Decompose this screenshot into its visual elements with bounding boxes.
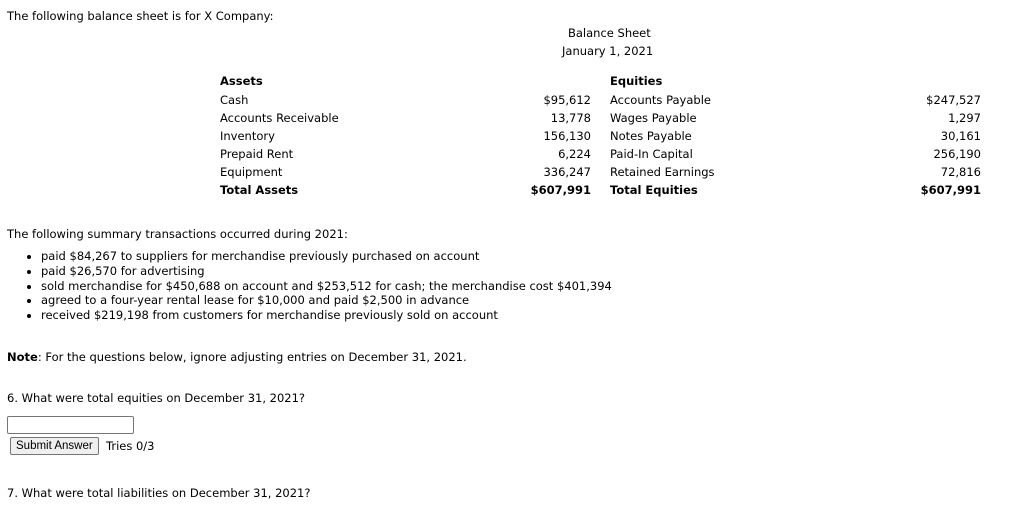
equity-row: [610, 127, 981, 145]
asset-row: [220, 127, 591, 145]
equity-value: 256,190: [933, 147, 981, 161]
intro-text: The following balance sheet is for X Company:: [7, 9, 274, 23]
asset-value: $95,612: [543, 93, 591, 107]
equity-label: Paid-In Capital: [610, 147, 693, 161]
list-item: • paid $84,267 to suppliers for merchandise previously purchased on account: [41, 249, 612, 264]
asset-label: Inventory: [220, 129, 275, 143]
total-assets-row: [220, 181, 591, 199]
equity-row: [610, 145, 981, 163]
asset-label: Cash: [220, 93, 249, 107]
asset-row: [220, 109, 591, 127]
total-equities-label: Total Equities: [610, 183, 698, 197]
equity-value: 1,297: [948, 111, 981, 125]
total-assets-value: $607,991: [530, 183, 591, 197]
asset-row: [220, 145, 591, 163]
equity-row: [610, 91, 981, 109]
answer-input[interactable]: [7, 416, 134, 434]
question-6-text: 6. What were total equities on December 31, 2021?: [7, 391, 306, 405]
equity-label: Accounts Payable: [610, 93, 711, 107]
asset-row: [220, 91, 591, 109]
equity-label: Retained Earnings: [610, 165, 715, 179]
equities-header: Equities: [610, 74, 663, 88]
assets-header: Assets: [220, 74, 263, 88]
asset-label: Accounts Receivable: [220, 111, 339, 125]
total-equities-row: [610, 181, 981, 199]
note-text: : For the questions below, ignore adjusting entries on December 31, 2021.: [37, 350, 467, 364]
asset-row: [220, 163, 591, 181]
equity-value: $247,527: [926, 93, 981, 107]
list-item: • agreed to a four-year rental lease for $10,000 and paid $2,500 in advance: [41, 293, 612, 308]
balance-sheet-title: Balance Sheet: [568, 26, 651, 40]
balance-sheet-date: January 1, 2021: [562, 44, 654, 58]
list-item: • paid $26,570 for advertising: [41, 264, 612, 279]
asset-label: Prepaid Rent: [220, 147, 294, 161]
equity-row: [610, 163, 981, 181]
equity-value: 72,816: [940, 165, 981, 179]
transactions-list: [24, 249, 612, 323]
asset-label: Equipment: [220, 165, 283, 179]
asset-value: 13,778: [550, 111, 591, 125]
list-item: • received $219,198 from customers for merchandise previously sold on account: [41, 308, 612, 323]
list-item: • sold merchandise for $450,688 on account and $253,512 for cash; the merchandise cost $401,394: [41, 279, 612, 294]
question-7-text: 7. What were total liabilities on December 31, 2021?: [7, 486, 311, 500]
asset-value: 156,130: [543, 129, 591, 143]
note-label: Note: [7, 350, 38, 364]
tries-counter: Tries 0/3: [106, 439, 155, 453]
total-assets-label: Total Assets: [220, 183, 299, 197]
equity-label: Notes Payable: [610, 129, 692, 143]
asset-value: 6,224: [558, 147, 591, 161]
equity-row: [610, 109, 981, 127]
asset-value: 336,247: [543, 165, 591, 179]
equity-value: 30,161: [940, 129, 981, 143]
submit-answer-button[interactable]: Submit Answer: [10, 437, 99, 455]
note: [7, 350, 467, 364]
equity-label: Wages Payable: [610, 111, 697, 125]
transactions-intro: The following summary transactions occurred during 2021:: [7, 227, 348, 241]
total-equities-value: $607,991: [920, 183, 981, 197]
